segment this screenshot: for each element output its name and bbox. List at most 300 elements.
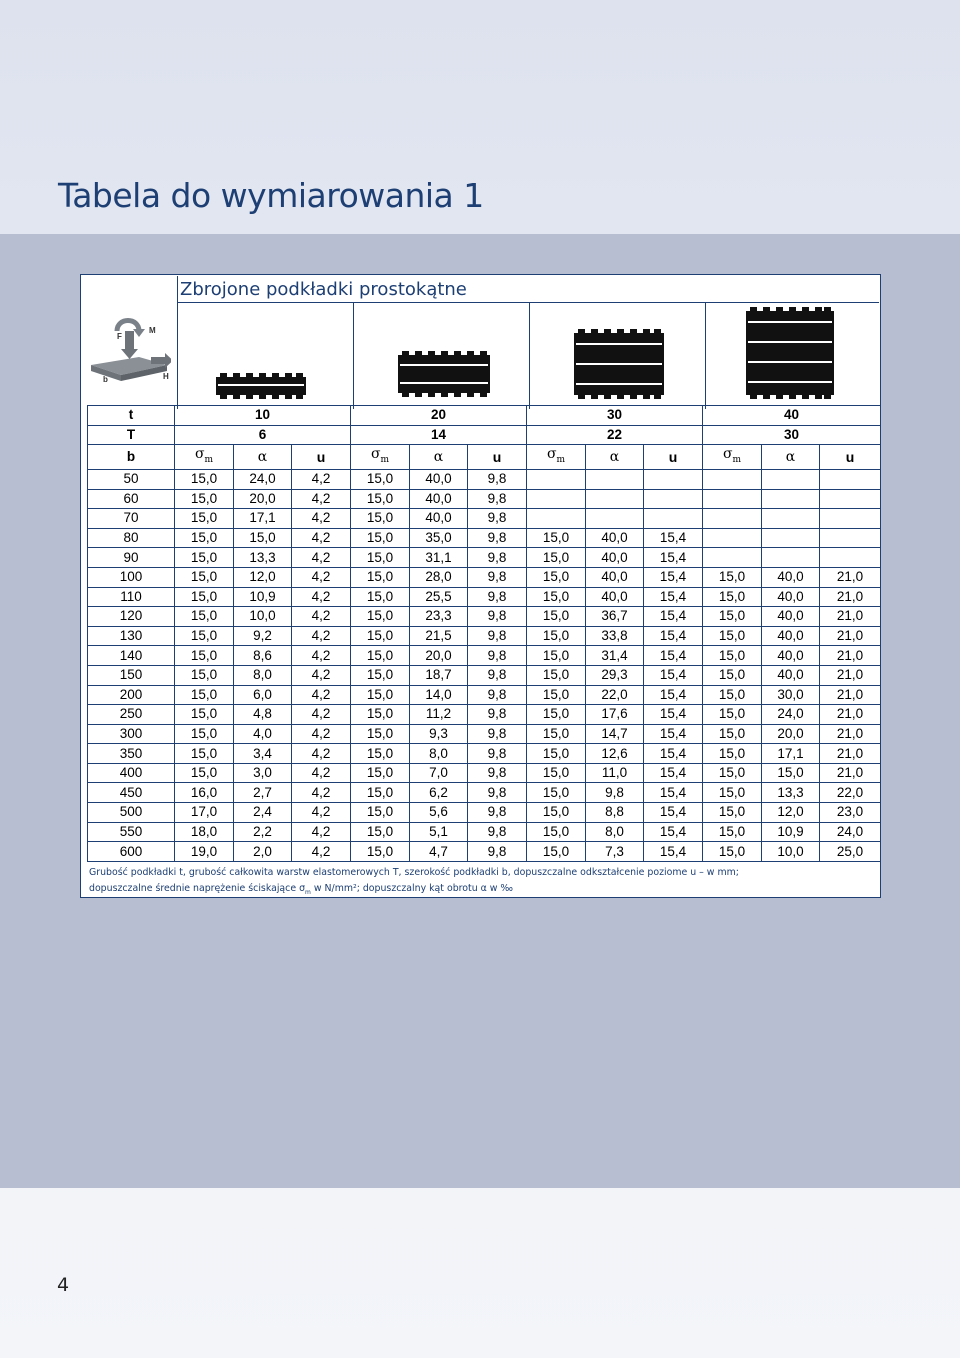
value-cell: 5,6: [410, 803, 468, 823]
value-cell: 15,4: [644, 665, 703, 685]
value-cell: 15,0: [351, 567, 410, 587]
value-cell: 15,4: [644, 528, 703, 548]
value-cell: [762, 528, 820, 548]
value-cell: 15,0: [351, 548, 410, 568]
group-t: 20: [351, 406, 527, 426]
value-cell: [586, 509, 644, 529]
width-cell: 50: [88, 469, 175, 489]
value-cell: 35,0: [410, 528, 468, 548]
width-cell: 150: [88, 665, 175, 685]
value-cell: 9,8: [586, 783, 644, 803]
value-cell: 9,8: [468, 509, 527, 529]
value-cell: 15,0: [527, 587, 586, 607]
width-cell: 350: [88, 744, 175, 764]
value-cell: 9,8: [468, 469, 527, 489]
value-cell: 9,8: [468, 489, 527, 509]
value-cell: 4,2: [292, 744, 351, 764]
width-cell: 90: [88, 548, 175, 568]
value-cell: 15,0: [527, 744, 586, 764]
image-cell-t20: [353, 303, 529, 409]
value-cell: 9,8: [468, 665, 527, 685]
value-cell: 9,8: [468, 842, 527, 862]
table-row: [88, 724, 881, 744]
value-cell: 15,0: [175, 607, 234, 627]
table-title: Zbrojone podkładki prostokątne: [177, 276, 879, 303]
value-cell: 4,2: [292, 567, 351, 587]
value-cell: 9,8: [468, 763, 527, 783]
width-cell: 300: [88, 724, 175, 744]
value-cell: 20,0: [234, 489, 292, 509]
value-cell: 15,4: [644, 705, 703, 725]
value-cell: 21,0: [820, 646, 881, 666]
page-title: Tabela do wymiarowania 1: [58, 176, 484, 215]
value-cell: 15,0: [351, 763, 410, 783]
value-cell: 9,2: [234, 626, 292, 646]
value-cell: 15,4: [644, 803, 703, 823]
alpha-header: α: [410, 445, 468, 470]
value-cell: 15,0: [527, 763, 586, 783]
value-cell: 15,0: [351, 705, 410, 725]
value-cell: 4,2: [292, 803, 351, 823]
width-cell: 400: [88, 763, 175, 783]
value-cell: [762, 509, 820, 529]
value-cell: 3,0: [234, 763, 292, 783]
value-cell: 24,0: [762, 705, 820, 725]
value-cell: 15,0: [703, 626, 762, 646]
value-cell: 15,0: [703, 567, 762, 587]
width-cell: 140: [88, 646, 175, 666]
value-cell: 4,7: [410, 842, 468, 862]
value-cell: 15,0: [175, 509, 234, 529]
value-cell: 3,4: [234, 744, 292, 764]
table-row: [88, 489, 881, 509]
value-cell: 24,0: [820, 822, 881, 842]
value-cell: 15,0: [703, 783, 762, 803]
value-cell: 22,0: [820, 783, 881, 803]
value-cell: 15,0: [175, 724, 234, 744]
footnote-line-2: dopuszczalne średnie naprężenie ściskające $\sigma_m$ w N/mm²; dopuszczalny kąt obrotu α w ‰: [89, 883, 514, 896]
value-cell: 15,0: [351, 646, 410, 666]
value-cell: 15,0: [527, 548, 586, 568]
value-cell: 40,0: [586, 548, 644, 568]
pad-cross-section-t30-icon: [572, 329, 666, 399]
table-row: [88, 803, 881, 823]
value-cell: [703, 509, 762, 529]
value-cell: 2,0: [234, 842, 292, 862]
value-cell: 36,7: [586, 607, 644, 627]
value-cell: [644, 509, 703, 529]
value-cell: 33,8: [586, 626, 644, 646]
table-row: [88, 685, 881, 705]
value-cell: 40,0: [586, 528, 644, 548]
value-cell: [527, 489, 586, 509]
pad-cross-section-t40-icon: [744, 307, 836, 399]
value-cell: 40,0: [586, 567, 644, 587]
value-cell: 29,3: [586, 665, 644, 685]
value-cell: 15,4: [644, 587, 703, 607]
page-number: 4: [57, 1274, 70, 1296]
dimension-table: [87, 405, 881, 862]
value-cell: [586, 469, 644, 489]
alpha-header: α: [234, 445, 292, 470]
value-cell: [644, 489, 703, 509]
value-cell: 40,0: [762, 665, 820, 685]
value-cell: 21,5: [410, 626, 468, 646]
value-cell: [820, 489, 881, 509]
value-cell: 23,0: [820, 803, 881, 823]
table-row: [88, 567, 881, 587]
value-cell: 15,0: [351, 724, 410, 744]
value-cell: 15,4: [644, 744, 703, 764]
value-cell: 4,2: [292, 548, 351, 568]
value-cell: 15,0: [762, 763, 820, 783]
value-cell: 15,0: [527, 528, 586, 548]
value-cell: 15,0: [703, 646, 762, 666]
value-cell: 15,0: [527, 783, 586, 803]
value-cell: 21,0: [820, 665, 881, 685]
value-cell: 15,0: [175, 646, 234, 666]
value-cell: 15,0: [175, 469, 234, 489]
value-cell: 15,0: [527, 646, 586, 666]
value-cell: 4,2: [292, 842, 351, 862]
value-cell: 8,8: [586, 803, 644, 823]
value-cell: 23,3: [410, 607, 468, 627]
value-cell: 6,0: [234, 685, 292, 705]
value-cell: 2,2: [234, 822, 292, 842]
value-cell: 15,4: [644, 783, 703, 803]
table-row: [88, 509, 881, 529]
value-cell: 21,0: [820, 567, 881, 587]
value-cell: 7,0: [410, 763, 468, 783]
value-cell: 12,6: [586, 744, 644, 764]
value-cell: 40,0: [762, 646, 820, 666]
table-row: [88, 607, 881, 627]
value-cell: 9,3: [410, 724, 468, 744]
value-cell: [762, 469, 820, 489]
value-cell: 9,8: [468, 528, 527, 548]
value-cell: 11,0: [586, 763, 644, 783]
value-cell: 15,4: [644, 626, 703, 646]
value-cell: 15,0: [703, 724, 762, 744]
table-row: [88, 646, 881, 666]
value-cell: 15,0: [351, 626, 410, 646]
value-cell: 15,0: [175, 744, 234, 764]
table-row: [88, 548, 881, 568]
value-cell: [703, 548, 762, 568]
value-cell: 15,4: [644, 607, 703, 627]
value-cell: 10,9: [234, 587, 292, 607]
u-header: u: [292, 445, 351, 470]
footnote-line-1: Grubość podkładki t, grubość całkowita warstw elastomerowych T, szerokość podkładki b, dopuszczalne odkształcenie poziome u – w mm;: [89, 867, 739, 878]
value-cell: 2,4: [234, 803, 292, 823]
width-cell: 200: [88, 685, 175, 705]
width-cell: 100: [88, 567, 175, 587]
alpha-header: α: [586, 445, 644, 470]
value-cell: 8,6: [234, 646, 292, 666]
value-cell: 21,0: [820, 705, 881, 725]
value-cell: 4,2: [292, 587, 351, 607]
value-cell: 4,2: [292, 822, 351, 842]
value-cell: [820, 469, 881, 489]
footnote: [89, 865, 869, 901]
value-cell: 15,0: [175, 685, 234, 705]
value-cell: 22,0: [586, 685, 644, 705]
value-cell: 15,0: [175, 587, 234, 607]
value-cell: 21,0: [820, 626, 881, 646]
row-label-b: b: [88, 445, 175, 470]
value-cell: 5,1: [410, 822, 468, 842]
value-cell: 15,0: [351, 822, 410, 842]
moment-label: M: [149, 326, 156, 335]
value-cell: 15,0: [703, 744, 762, 764]
width-cell: 250: [88, 705, 175, 725]
value-cell: 9,8: [468, 783, 527, 803]
table-row: [88, 842, 881, 862]
width-cell: 600: [88, 842, 175, 862]
value-cell: 15,4: [644, 646, 703, 666]
value-cell: 4,8: [234, 705, 292, 725]
value-cell: 15,0: [351, 509, 410, 529]
value-cell: 9,8: [468, 705, 527, 725]
value-cell: [703, 528, 762, 548]
value-cell: 10,0: [234, 607, 292, 627]
value-cell: 9,8: [468, 744, 527, 764]
value-cell: 30,0: [762, 685, 820, 705]
width-cell: 450: [88, 783, 175, 803]
group-t: 40: [703, 406, 881, 426]
value-cell: 9,8: [468, 685, 527, 705]
force-label: F: [117, 332, 122, 341]
value-cell: 9,8: [468, 626, 527, 646]
value-cell: [527, 509, 586, 529]
width-cell: 60: [88, 489, 175, 509]
u-header: u: [820, 445, 881, 470]
value-cell: 40,0: [762, 607, 820, 627]
value-cell: 15,0: [527, 685, 586, 705]
value-cell: 4,2: [292, 783, 351, 803]
value-cell: 15,0: [527, 607, 586, 627]
value-cell: 15,0: [703, 842, 762, 862]
value-cell: 2,7: [234, 783, 292, 803]
table-body: [88, 469, 881, 861]
value-cell: 21,0: [820, 744, 881, 764]
value-cell: 4,0: [234, 724, 292, 744]
value-cell: 7,3: [586, 842, 644, 862]
value-cell: 10,0: [762, 842, 820, 862]
value-cell: 4,2: [292, 685, 351, 705]
value-cell: 15,0: [351, 607, 410, 627]
value-cell: 15,0: [703, 685, 762, 705]
value-cell: 4,2: [292, 646, 351, 666]
value-cell: 15,0: [351, 469, 410, 489]
value-cell: 40,0: [410, 489, 468, 509]
value-cell: 15,0: [351, 665, 410, 685]
value-cell: 15,0: [703, 822, 762, 842]
value-cell: [527, 469, 586, 489]
value-cell: [820, 509, 881, 529]
value-cell: 17,0: [175, 803, 234, 823]
value-cell: 15,0: [527, 724, 586, 744]
symbol-row: [88, 445, 881, 470]
value-cell: 40,0: [762, 567, 820, 587]
value-cell: 10,9: [762, 822, 820, 842]
value-cell: 31,4: [586, 646, 644, 666]
value-cell: [703, 489, 762, 509]
value-cell: 31,1: [410, 548, 468, 568]
value-cell: 4,2: [292, 469, 351, 489]
value-cell: 15,4: [644, 842, 703, 862]
value-cell: 15,0: [175, 528, 234, 548]
value-cell: 15,0: [175, 626, 234, 646]
value-cell: 15,0: [527, 626, 586, 646]
value-cell: 9,8: [468, 548, 527, 568]
value-cell: 9,8: [468, 587, 527, 607]
value-cell: 15,0: [175, 665, 234, 685]
value-cell: 15,0: [351, 803, 410, 823]
width-cell: 550: [88, 822, 175, 842]
value-cell: 8,0: [410, 744, 468, 764]
width-cell: 500: [88, 803, 175, 823]
value-cell: 15,0: [351, 587, 410, 607]
value-cell: 15,0: [175, 489, 234, 509]
width-cell: 130: [88, 626, 175, 646]
dimension-table-panel: [80, 274, 881, 898]
value-cell: [820, 528, 881, 548]
value-cell: 8,0: [234, 665, 292, 685]
value-cell: 40,0: [586, 587, 644, 607]
value-cell: 17,1: [234, 509, 292, 529]
group-T: 30: [703, 425, 881, 445]
image-cell-t30: [529, 303, 705, 409]
value-cell: 21,0: [820, 607, 881, 627]
value-cell: 9,8: [468, 724, 527, 744]
value-cell: 13,3: [762, 783, 820, 803]
value-cell: [586, 489, 644, 509]
value-cell: 15,0: [527, 803, 586, 823]
table-row: [88, 587, 881, 607]
value-cell: 21,0: [820, 763, 881, 783]
value-cell: 9,8: [468, 822, 527, 842]
value-cell: 20,0: [410, 646, 468, 666]
value-cell: 15,0: [351, 489, 410, 509]
u-header: u: [468, 445, 527, 470]
value-cell: 8,0: [586, 822, 644, 842]
value-cell: 4,2: [292, 626, 351, 646]
value-cell: 15,4: [644, 548, 703, 568]
width-cell: 70: [88, 509, 175, 529]
value-cell: [762, 489, 820, 509]
value-cell: 15,4: [644, 724, 703, 744]
value-cell: 15,0: [234, 528, 292, 548]
value-cell: 9,8: [468, 567, 527, 587]
thickness-row: [88, 406, 881, 426]
group-T: 6: [175, 425, 351, 445]
value-cell: 14,0: [410, 685, 468, 705]
sigma-header: $\sigma_m$: [703, 445, 762, 470]
value-cell: 15,0: [703, 705, 762, 725]
value-cell: 15,0: [527, 665, 586, 685]
value-cell: 15,0: [351, 685, 410, 705]
bearing-load-diagram: [87, 309, 171, 383]
value-cell: 21,0: [820, 724, 881, 744]
width-cell: 110: [88, 587, 175, 607]
table-row: [88, 763, 881, 783]
value-cell: 4,2: [292, 665, 351, 685]
image-cell-t40: [705, 303, 880, 409]
table-row: [88, 705, 881, 725]
value-cell: 15,0: [351, 744, 410, 764]
value-cell: [703, 469, 762, 489]
value-cell: 28,0: [410, 567, 468, 587]
group-T: 22: [527, 425, 703, 445]
value-cell: 15,4: [644, 685, 703, 705]
group-t: 30: [527, 406, 703, 426]
value-cell: 4,2: [292, 763, 351, 783]
width-label: b: [103, 375, 108, 383]
row-label-t: t: [88, 406, 175, 426]
value-cell: 40,0: [762, 626, 820, 646]
table-row: [88, 626, 881, 646]
value-cell: 40,0: [762, 587, 820, 607]
value-cell: 40,0: [410, 509, 468, 529]
value-cell: 21,0: [820, 685, 881, 705]
value-cell: 21,0: [820, 587, 881, 607]
sigma-header: $\sigma_m$: [351, 445, 410, 470]
value-cell: 11,2: [410, 705, 468, 725]
image-cell-t10: [177, 303, 353, 409]
value-cell: 9,8: [468, 803, 527, 823]
table-row: [88, 822, 881, 842]
value-cell: 17,1: [762, 744, 820, 764]
table-row: [88, 783, 881, 803]
value-cell: 15,0: [527, 842, 586, 862]
value-cell: 15,0: [351, 783, 410, 803]
value-cell: 15,0: [351, 842, 410, 862]
value-cell: 6,2: [410, 783, 468, 803]
value-cell: 4,2: [292, 528, 351, 548]
value-cell: 16,0: [175, 783, 234, 803]
sigma-header: $\sigma_m$: [527, 445, 586, 470]
value-cell: 25,5: [410, 587, 468, 607]
value-cell: 9,8: [468, 607, 527, 627]
width-cell: 80: [88, 528, 175, 548]
value-cell: 18,7: [410, 665, 468, 685]
value-cell: 17,6: [586, 705, 644, 725]
value-cell: [762, 548, 820, 568]
table-row: [88, 665, 881, 685]
table-row: [88, 744, 881, 764]
value-cell: 15,0: [703, 803, 762, 823]
table-row: [88, 528, 881, 548]
value-cell: 4,2: [292, 607, 351, 627]
value-cell: 15,0: [703, 587, 762, 607]
value-cell: 15,4: [644, 567, 703, 587]
value-cell: 15,0: [527, 822, 586, 842]
alpha-header: α: [762, 445, 820, 470]
sigma-header: $\sigma_m$: [175, 445, 234, 470]
pad-cross-section-t20-icon: [396, 351, 492, 397]
value-cell: 15,0: [703, 607, 762, 627]
value-cell: 15,4: [644, 822, 703, 842]
pad-cross-section-t10-icon: [214, 373, 308, 399]
value-cell: [820, 548, 881, 568]
value-cell: 9,8: [468, 646, 527, 666]
group-T: 14: [351, 425, 527, 445]
value-cell: 24,0: [234, 469, 292, 489]
value-cell: 15,0: [703, 763, 762, 783]
value-cell: 40,0: [410, 469, 468, 489]
value-cell: [644, 469, 703, 489]
